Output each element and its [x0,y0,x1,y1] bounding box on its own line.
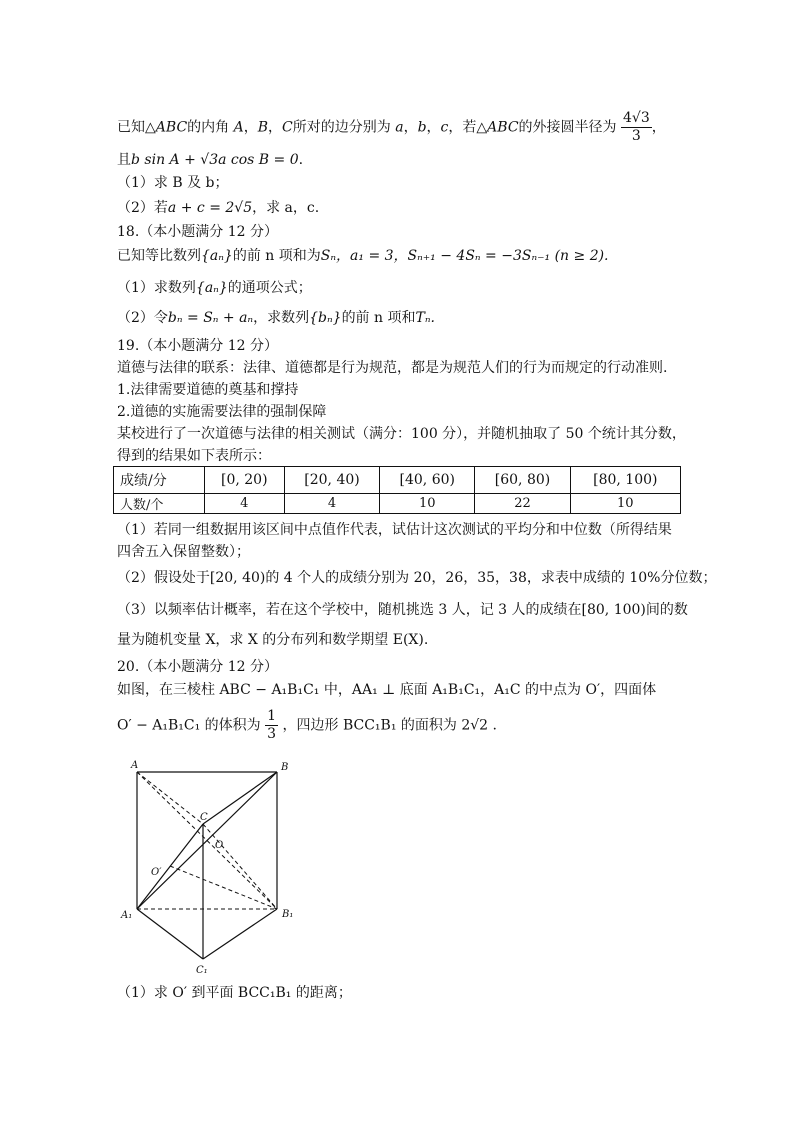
score-table [113,466,681,514]
label-o: O [215,840,224,851]
edge-a1c1 [137,909,203,959]
count-cell: 4 [204,494,284,514]
q19-part1-a: （1）若同一组数据用该区间中点值作代表，试估计这次测试的平均分和中位数（所得结果 [117,522,672,538]
label-a1: A₁ [121,910,133,921]
q18-sequence-a: {aₙ} [201,248,233,264]
q17-text: 所对的边分别为 [292,119,391,136]
q18-header: 18.（本小题满分 12 分） [117,224,278,240]
q17-side-c: c [440,119,449,136]
q18-tn: Tₙ. [415,310,435,326]
interval-cell: [60, 80) [475,467,570,494]
interval-cell: [0, 20) [204,467,284,494]
q20-volume-denominator: 3 [267,726,277,742]
q17-text: （2）若 [117,200,168,216]
q18-text: （1）求数列 [117,280,196,296]
q17-triangle: ABC [155,119,188,136]
q18-sequence-b: {bₙ} [309,310,342,326]
q20-volume-numerator: 1 [267,708,277,724]
q17-text: 已知△ [117,119,156,136]
label-o-prime: O′ [151,867,162,878]
q18-text: 的通项公式； [227,280,312,296]
q20-line2 [117,708,497,743]
q18-part1 [117,278,312,298]
q18-text: 已知等比数列 [117,248,201,264]
q17-condition: b sin A + √3a cos B = 0 [131,152,299,168]
label-b: B [281,762,289,773]
q19-part3-b: 量为随机变量 X，求 X 的分布列和数学期望 E(X). [117,632,429,648]
q20-line1: 如图，在三棱柱 ABC − A₁B₁C₁ 中，AA₁ ⊥ 底面 A₁B₁C₁，A₁C 的中点为 O′，四面体 [117,682,657,698]
q19-intro1: 道德与法律的联系：法律、道德都是行为规范，都是为规范人们的行为而规定的行动准则. [117,360,668,376]
q17-angle-c: C [282,119,293,136]
count-cell: 10 [570,494,680,514]
label-c: C [200,812,208,823]
hidden-edge-opb1 [170,866,277,909]
q17-triangle: ABC [487,119,519,136]
table-row-label: 成绩/分 [114,467,205,494]
q17-radius-denominator: 3 [631,128,641,144]
q17-line1: 已知△ABC的内角 A，B，C所对的边分别为 a，b，c，若△ABC的外接圆半径为 $\frac{4√3}{3}$ ， [117,110,666,144]
q18-text: （2）令 [117,310,168,326]
q17-side-a: a [395,119,404,136]
q17-text: ，若△ [448,119,488,136]
q17-text: 且 [117,152,131,168]
q19-part2: （2）假设处于[20, 40)的 4 个人的成绩分别为 20，26，35，38，求表中成绩的 10%分位数； [117,570,717,586]
q17-radius-fraction [621,110,652,145]
q17-angle-a: A [233,119,244,136]
q18-text: 的前 n 项和为 [232,248,321,264]
edge-cb [203,772,277,824]
q18-bn-definition: bₙ = Sₙ + aₙ [167,310,254,326]
q18-condition: ，a₁ = 3，Sₙ₊₁ − 4Sₙ = −3Sₙ₋₁ (n ≥ 2). [336,248,609,264]
interval-cell: [40, 60) [380,467,475,494]
q19-part1-b: 四舍五入保留整数）； [117,544,250,560]
q19-header: 19.（本小题满分 12 分） [117,338,278,354]
table-row-label: 人数/个 [114,494,205,514]
hidden-edge-ac [137,772,203,824]
q18-line1 [117,246,609,266]
q17-radius-numerator: 4√3 [622,110,650,126]
q19-intro2: 1.法律需要道德的奠基和撑持 [117,382,299,398]
prism-figure [115,756,305,982]
q17-angle-b: B [257,119,269,136]
q20-text: O′ − A₁B₁C₁ 的体积为 [117,717,261,734]
q19-intro4: 某校进行了一次道德与法律的相关测试（满分：100 分），并随机抽取了 50 个统计其分数， [117,426,686,442]
label-c1: C₁ [196,965,208,976]
q17-part1: （1）求 B 及 b； [117,175,229,191]
q18-sum: Sₙ [320,248,337,264]
count-cell: 4 [284,494,379,514]
count-cell: 10 [380,494,475,514]
q19-intro3: 2.道德的实施需要法律的强制保障 [117,404,327,420]
q18-part2 [117,308,435,328]
q18-sequence-a: {aₙ} [195,280,228,296]
label-a: A [131,760,139,771]
hidden-edge-cb1 [203,824,277,909]
interval-cell: [80, 100) [570,467,680,494]
q17-part2 [117,198,319,218]
q18-text: 的前 n 项和 [341,310,416,326]
q18-text: ，求数列 [253,310,310,326]
label-b1: B₁ [282,909,294,920]
q17-line2: 且b sin A + √3a cos B = 0. [117,152,304,168]
table-row [114,494,681,514]
q20-volume-fraction [265,708,278,743]
q20-header: 20.（本小题满分 12 分） [117,659,278,675]
interval-cell: [20, 40) [284,467,379,494]
edge-c1b1 [203,909,277,959]
q17-sum-condition: a + c = 2√5 [167,200,253,216]
table-row [114,467,681,494]
q17-text: ，求 a，c. [252,200,320,216]
q19-intro5: 得到的结果如下表所示： [117,448,271,464]
count-cell: 22 [475,494,570,514]
q20-part1: （1）求 O′ 到平面 BCC₁B₁ 的距离； [117,985,352,1001]
q17-side-b: b [417,119,427,136]
q20-text: ，四边形 BCC₁B₁ 的面积为 2√2 . [282,717,497,734]
q17-text: 的内角 [187,119,230,136]
q19-part3-a: （3）以频率估计概率，若在这个学校中，随机挑选 3 人，记 3 人的成绩在[80, 100)间的数 [117,602,688,618]
q17-text: 的外接圆半径为 [518,119,617,136]
